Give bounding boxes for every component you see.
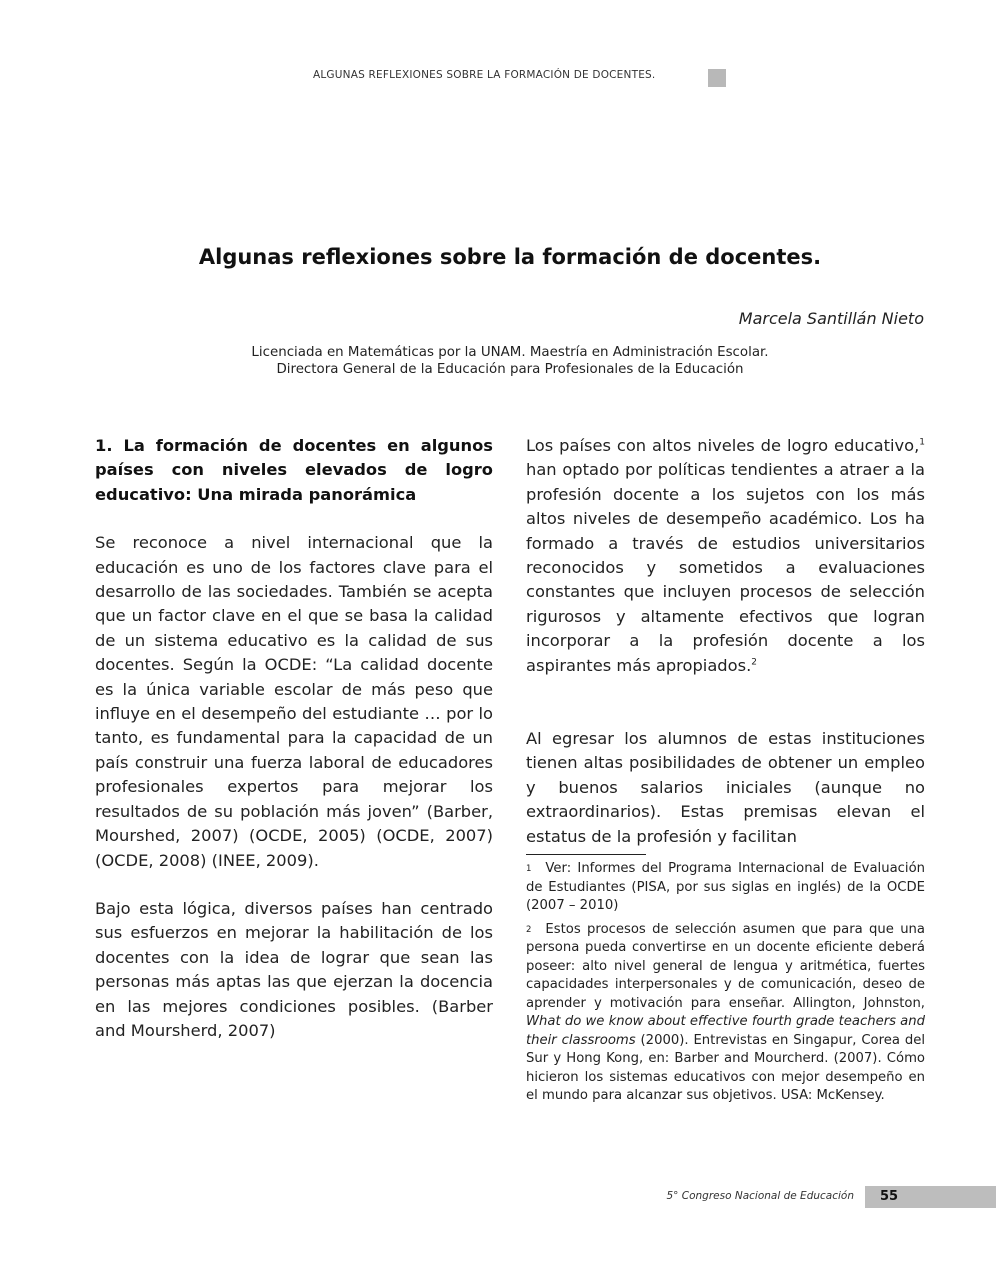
article-title: Algunas reflexiones sobre la formación de docentes.: [198, 245, 822, 269]
footnote-1: [526, 860, 925, 916]
body-paragraph-3-part-a: Los países con altos niveles de logro educativo,: [526, 436, 920, 455]
footnote-2-number: 2: [526, 924, 532, 935]
body-paragraph-2: Bajo esta lógica, diversos países han centrado sus esfuerzos en mejorar la habilitación de los docentes con la idea de lograr que sean las personas más aptas las que ejerzan la docencia en las mejores condiciones posibles. (Barber and Moursherd, 2007): [95, 898, 493, 1040]
right-column: [526, 434, 925, 702]
footnote-ref-1: 1: [919, 437, 925, 448]
body-paragraph-4: Al egresar los alumnos de estas instituciones tienen altas posibilidades de obtener un empleo y buenos salarios iniciales (aunque no extraordinarios). Estas premisas elevan el estatus de la profesión y facilitan: [526, 729, 925, 846]
affiliation-line-1: Licenciada en Matemáticas por la UNAM. Maestría en Administración Escolar.: [251, 345, 769, 360]
header-square-decoration: [708, 69, 726, 87]
footnote-1-text: Ver: Informes del Programa Internacional de Evaluación de Estudiantes (PISA, por sus siglas en inglés) de la OCDE (2007 – 2010): [526, 861, 925, 913]
footnote-ref-2: 2: [751, 657, 757, 668]
footer-conference-name: 5° Congreso Nacional de Educación: [666, 1190, 854, 1202]
page-number: 55: [880, 1189, 899, 1204]
footnote-2-book-title: What do we know about effective fourth grade teachers and their classrooms: [526, 1014, 925, 1048]
affiliation-line-2: Directora General de la Educación para Profesionales de la Educación: [276, 362, 744, 377]
author-name: Marcela Santillán Nieto: [738, 309, 924, 328]
left-column: [95, 434, 493, 1067]
body-paragraph-3-part-b: han optado por políticas tendientes a atraer a la profesión docente a los sujetos con los más altos niveles de desempeño académico. Los ha formado a través de estudios universitarios reconocidos y sometidos a evaluaciones constantes que incluyen procesos de selección rigurosos y altamente efectivos que logran incorporar a la profesión docente a los aspirantes más apropiados.: [526, 460, 925, 675]
footnote-divider: [526, 854, 646, 855]
section-heading: 1. La formación de docentes en algunos países con niveles elevados de logro educativo: Una mirada panorámica: [95, 436, 493, 504]
footnote-2-text-a: Estos procesos de selección asumen que para que una persona pueda convertirse en un docente eficiente deberá poseer: alto nivel general de lengua y aritmética, fuertes capacidades interpersonales y de comunicación, deseo de aprender y motivación para enseñar. Allington, Johnston,: [526, 921, 925, 1011]
footnote-2-text-b: (2000). Entrevistas en Singapur, Corea del Sur y Hong Kong, en: Barber and Mourcherd. (2007). Cómo hicieron los sistemas educativos con mejor desempeño en el mundo para alcanzar sus objetivos. USA: McKensey.: [526, 1032, 925, 1103]
footnotes: [526, 860, 925, 1111]
footnote-2: [526, 921, 925, 1106]
body-paragraph-3: [526, 434, 925, 678]
running-header-text: ALGUNAS REFLEXIONES SOBRE LA FORMACIÓN DE DOCENTES.: [313, 69, 656, 81]
footnote-1-number: 1: [526, 864, 532, 874]
author-affiliation: [0, 344, 996, 378]
body-paragraph-1: Se reconoce a nivel internacional que la educación es uno de los factores clave para el desarrollo de las sociedades. También se acepta que un factor clave en el que se basa la calidad de un sistema educativo es la calidad de sus docentes. Según la OCDE: “La calidad docente es la única variable escolar de más peso que influye en el desempeño del estudiante … por lo tanto, es fundamental para la capacidad de un país construir una fuerza laboral de educadores profesionales expertos para mejorar los resultados de su población más joven” (Barber, Mourshed, 2007) (OCDE, 2005) (OCDE, 2007) (OCDE, 2008) (INEE, 2009).: [95, 533, 493, 870]
